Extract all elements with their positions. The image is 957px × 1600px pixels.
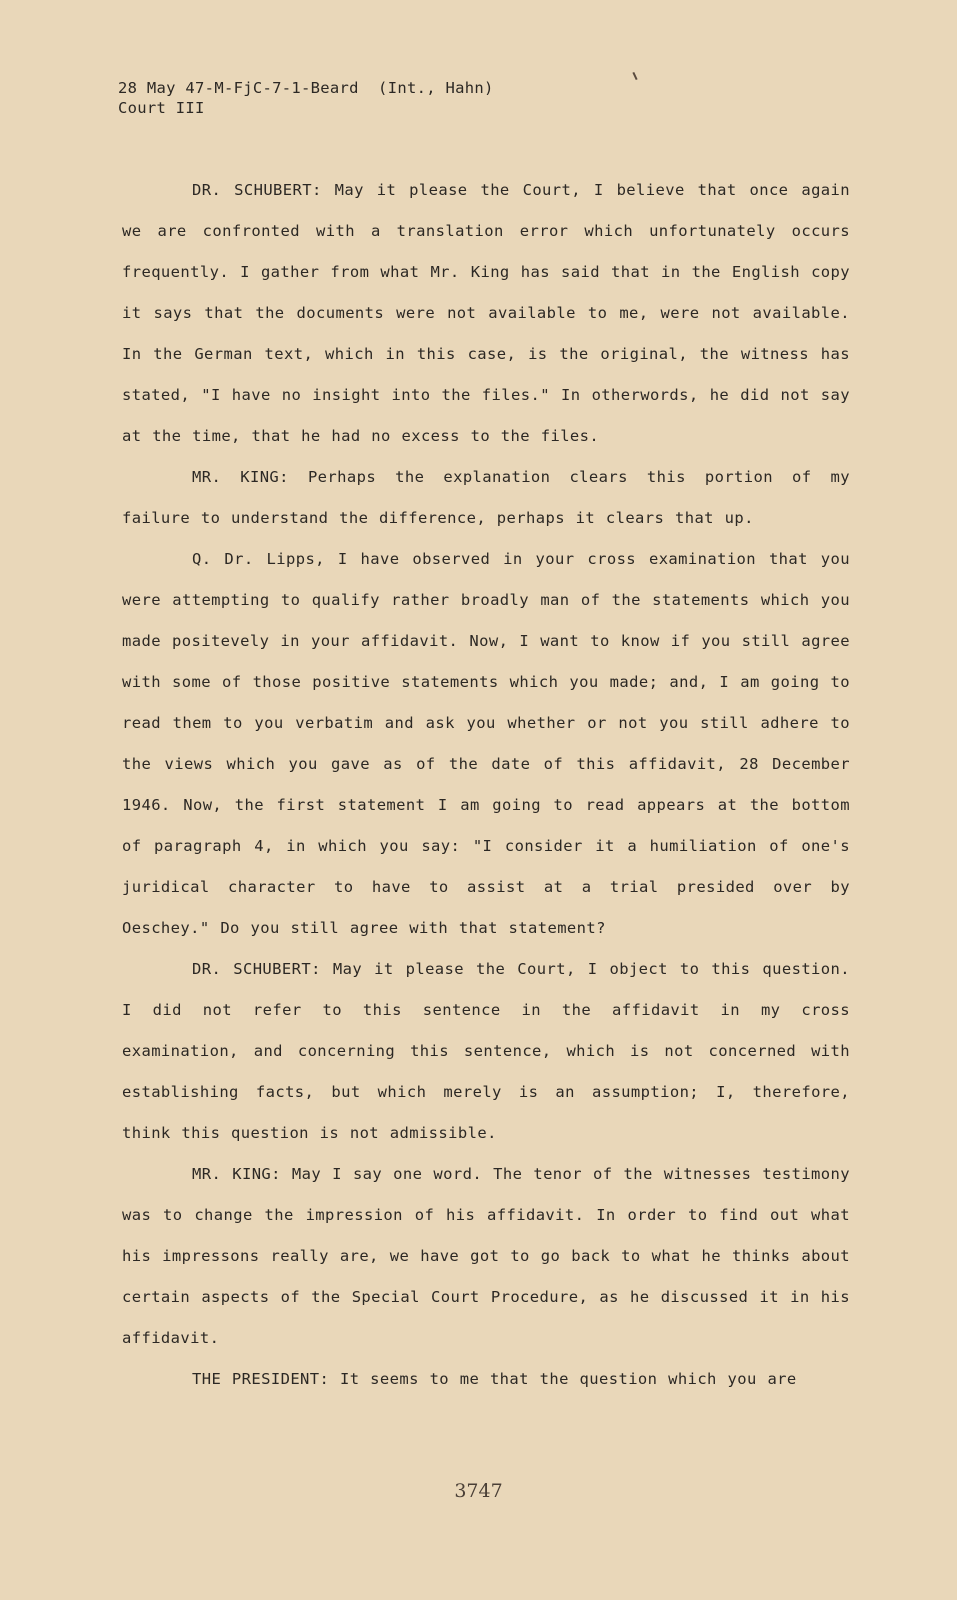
header-court-line: Court III: [118, 99, 205, 117]
paragraph-question-lipps: Q. Dr. Lipps, I have observed in your cross examination that you were attempting to qualify rather broadly man of the statements which you made positevely in your affidavit. Now, I want to know if you still agree with some of those positive statements which you made; and, I am going to read them to you verbatim and ask you whether or not you still adhere to the views which you gave as of the date of this affidavit, 28 December 1946. Now, the first statement I am going to read appears at the bottom of paragraph 4, in which you say: "I consider it a humiliation of one's juridical character to have to assist at a trial presided over by Oeschey." Do you still agree with that statement?: [122, 550, 850, 937]
paper-speck: [632, 72, 637, 80]
paragraph-schubert-objection: DR. SCHUBERT: May it please the Court, I object to this question. I did not refer to this sentence in the affidavit in my cross examination, and concerning this sentence, which is not concerned with establishing facts, but which merely is an assumption; I, therefore, think this question is not admissible.: [122, 960, 850, 1142]
header-reference-line: 28 May 47-M-FjC-7-1-Beard (Int., Hahn): [118, 79, 494, 97]
page-number: 3747: [454, 1480, 503, 1502]
paragraph-schubert-translation: DR. SCHUBERT: May it please the Court, I believe that once again we are confronted with a translation error which unfortunately occurs frequently. I gather from what Mr. King has said that in the English copy it says that the documents were not available to me, were not available. In the German text, which in this case, is the original, the witness has stated, "I have no insight into the files." In otherwords, he did not say at the time, that he had no excess to the files.: [122, 181, 850, 445]
transcript-body: [122, 170, 850, 1400]
paragraph-king-explanation: MR. KING: Perhaps the explanation clears this portion of my failure to understand the difference, perhaps it clears that up.: [122, 468, 850, 527]
paragraph-king-reply: MR. KING: May I say one word. The tenor of the witnesses testimony was to change the impression of his affidavit. In order to find out what his impressons really are, we have got to go back to what he thinks about certain aspects of the Special Court Procedure, as he discussed it in his affidavit.: [122, 1165, 850, 1347]
paragraph-president: THE PRESIDENT: It seems to me that the question which you are: [192, 1370, 797, 1388]
document-header: [118, 78, 494, 118]
